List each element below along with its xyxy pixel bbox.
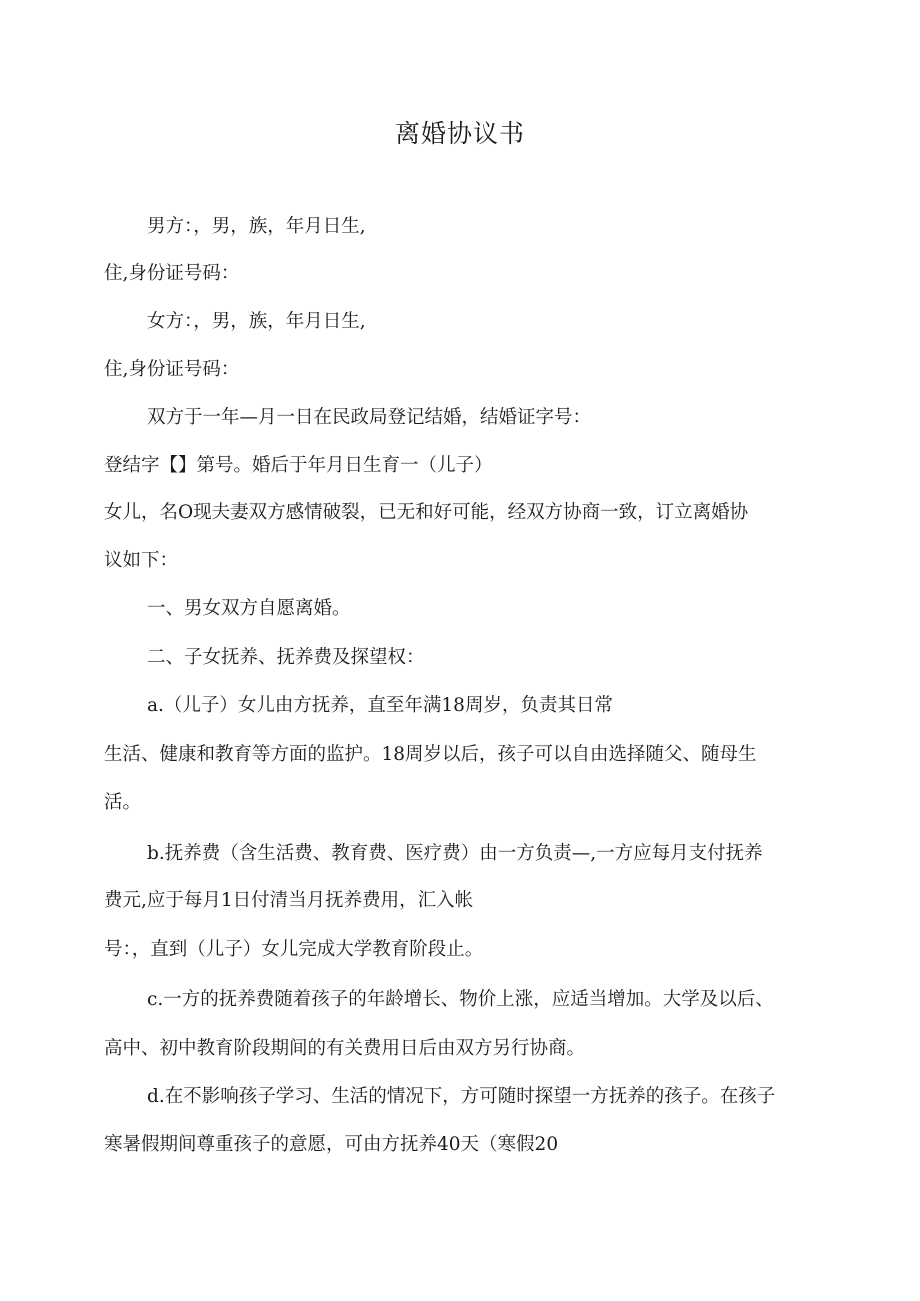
text-line-clause-1: 一、男女双方自愿离婚。 (147, 598, 351, 619)
text-line-clause-a: a.（儿子）女儿由方抚养，直至年满18周岁，负责其日常 (147, 695, 613, 716)
text-line-clause-2: 二、子女抚养、抚养费及探望权： (147, 647, 425, 668)
text-line-clause-a-end: 活。 (104, 792, 142, 813)
text-line-clause-b: b.抚养费（含生活费、教育费、医疗费）由一方负责—,一方应每月支付抚养 (147, 843, 763, 864)
text-line-marriage-registration: 双方于一年—月一日在民政局登记结婚，结婚证字号： (147, 407, 592, 428)
text-line-man-info: 男方：，男，族，年月日生, (147, 216, 366, 237)
text-line-clause-a-cont: 生活、健康和教育等方面的监护。18周岁以后，孩子可以自由选择随父、随母生 (104, 744, 757, 765)
text-line-certificate-number: 登结字【】第号。婚后于年月日生育一（儿子） (104, 455, 493, 476)
text-line-man-address: 住,身份证号码： (104, 263, 240, 284)
text-line-separation-reason: 女儿，名O现夫妻双方感情破裂，已无和好可能，经双方协商一致，订立离婚协 (104, 502, 749, 523)
text-line-clause-b-end: 号：，直到（儿子）女儿完成大学教育阶段止。 (104, 939, 484, 960)
text-line-woman-address: 住,身份证号码： (104, 359, 240, 380)
text-line-clause-c: c.一方的抚养费随着孩子的年龄增长、物价上涨，应适当增加。大学及以后、 (147, 989, 774, 1010)
text-line-clause-b-cont: 费元,应于每月1日付清当月抚养费用，汇入帐 (104, 890, 474, 911)
text-line-woman-info: 女方：，男，族，年月日生, (147, 311, 366, 332)
text-line-clause-d-cont: 寒暑假期间尊重孩子的意愿，可由方抚养40天（寒假20 (104, 1134, 559, 1155)
text-line-clause-c-cont: 高中、初中教育阶段期间的有关费用日后由双方另行协商。 (104, 1038, 586, 1059)
text-line-clause-d: d.在不影响孩子学习、生活的情况下，方可随时探望一方抚养的孩子。在孩子 (147, 1086, 776, 1107)
text-line-agreement-intro: 议如下： (104, 550, 179, 571)
document-title: 离婚协议书 (394, 119, 525, 148)
